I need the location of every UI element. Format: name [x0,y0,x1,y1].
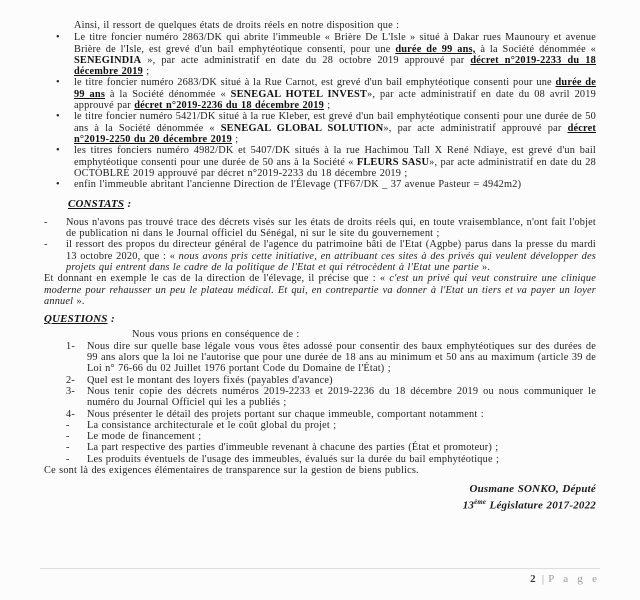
list-item-text: enfin l'immeuble abritant l'ancienne Direction de l'Élevage (TF67/DK _ 37 avenue Pasteur = 4942m2) [74,179,522,191]
bullet-icon: • [56,111,60,123]
list-item-text: Le mode de financement ; [87,431,202,443]
dash-icon: - [66,431,70,443]
footer-page-word: P a g e [548,573,600,585]
page-footer [40,568,600,585]
list-item [44,145,596,179]
list-item [66,442,596,453]
closing-line: Ce sont là des exigences élémentaires de transparence sur la gestion de biens publics. [44,464,419,476]
page-number: 2 [530,573,536,585]
list-item [66,420,596,431]
list-item [66,409,596,420]
signature-block [44,483,596,513]
list-item-text: le titre foncier numéro 5421/DK situé à la rue Kleber, est grevé d'un bail emphytéotique consenti pour une durée de 50 ans à la Société dénommée « SENEGAL GLOBAL SOLUTION», par acte administratif approuvé par décret n°2019-2250 du 20 décembre 2019 ; [74,111,597,145]
list-item [44,111,596,145]
intro-line: Ainsi, il ressort de quelques états de droits réels en notre disposition que : [74,20,400,31]
list-item-text: il ressort des propos du directeur général de l'agence du patrimoine bâti de l'Etat (Agpbe) parus dans la presse du mardi 13 octobre 2020, que : « nous avons pris cette initiative, en attribuant ces sites à des privés qui veulent développer des projets qui entrent dans le cadre de la politique de l'Etat et qui rétrocèdent à l'Etat une partie ». [66,239,596,273]
dash-icon: - [66,453,70,465]
list-number: 3- [66,385,75,397]
list-item [44,77,596,111]
list-item [44,239,596,273]
questions-intro: Nous vous prions en conséquence de : [132,329,300,341]
list-item-text: Quel est le montant des loyers fixés (payables d'avance) [87,374,333,386]
bullet-icon: • [56,179,60,191]
list-item [66,431,596,442]
constats-paragraph: Et donnant en exemple le cas de la direction de l'élevage, il précise que : « c'est un privé qui veut construire une clinique moderne pour rehausser un peu le plateau médical. Et qui, en contrepartie va donner à l'Etat un tiers et va payer un loyer annuel ». [44,273,596,307]
footer-separator: | [541,573,545,585]
bullet-icon: • [56,77,60,89]
list-number: 2- [66,374,75,386]
list-item-text: La part respective des parties d'immeuble revenant à chacune des parties (État et promoteur) ; [87,442,499,454]
list-item [44,32,596,77]
bullet-icon: • [56,32,60,44]
list-number: 1- [66,340,75,352]
dash-icon: - [44,216,48,228]
signature-name: Ousmane SONKO, Député [469,483,596,496]
list-item-text: Nous présenter le détail des projets portant sur chaque immeuble, comportant notamment : [87,408,484,420]
list-item [66,375,596,386]
list-item [66,454,596,465]
dash-icon: - [44,239,48,251]
list-number: 4- [66,408,75,420]
constats-list [44,217,596,273]
list-item-text: Nous dire sur quelle base légale vous vous êtes adossé pour consentir des baux emphytéotiques sur des durées de 99 ans alors que la loi ne l'autorise que pour une durée de 18 ans au minimum et 50 ans au maximum (article 39 de Loi n° 76-66 du 02 Juillet 1976 portant Code du Domaine de l'État) ; [87,340,596,375]
list-item [44,217,596,240]
list-item-text: le titre foncier numéro 2683/DK situé à la Rue Carnot, est grevé d'un bail emphytéotique consenti pour une durée de 99 ans à la Société dénommée « SENEGAL HOTEL INVEST», par acte administratif en date du 08 avril 2019 approuvé par décret n°2019-2236 du 18 décembre 2019 ; [74,77,596,112]
list-item-text: les titres fonciers numéro 4982/DK et 5407/DK situés à la rue Hachimou Tall X René Ndiaye, est grevé d'un bail emphytéotique consenti pour une durée de 50 ans à la Société « FLEURS SASU», par acte administratif en date du 28 OCTOBLRE 2019 approuvé par décret n°2019-2233 du 18 décembre 2019 ; [74,145,596,179]
list-item-text: La consistance architecturale et le coût global du projet ; [87,419,337,431]
list-item-text: Les produits éventuels de l'usage des immeubles, évalués sur la durée du bail emphytéotique ; [87,453,500,465]
questions-list [44,341,596,465]
list-item-text: Le titre foncier numéro 2863/DK qui abrite l'immeuble « Brière De L'Isle » situé à Dakar rues Maunoury et avenue Brière de l'Isle, est grevé d'un bail emphytéotique consenti, pour une durée de 99 ans, à la Société dénommée « SENEGINDIA », par acte administratif en date du 28 octobre 2019 approuvé par décret n°2019-2233 du 18 décembre 2019 ; [74,32,596,78]
questions-heading: QUESTIONS : [44,313,115,326]
droits-reels-list [44,32,596,190]
list-item [44,179,596,190]
bullet-icon: • [56,145,60,157]
dash-icon: - [66,442,70,454]
constats-heading: CONSTATS : [68,198,132,211]
list-item [66,386,596,409]
list-item-text: Nous n'avons pas trouvé trace des décrets visés sur les états de droits réels qui, en toute vraisemblance, n'ont fait l'objet de publication ni dans le Journal officiel du Sénégal, ni sur le site du gouvernement ; [66,216,596,240]
list-item-text: Nous tenir copie des décrets numéros 2019-2233 et 2019-2236 du 18 décembre 2019 ou nous communiquer le numéro du Journal Officiel qui les a publiés ; [87,385,596,409]
dash-icon: - [66,419,70,431]
signature-legislature: 13ème Législature 2017-2022 [462,499,596,512]
list-item [66,341,596,375]
